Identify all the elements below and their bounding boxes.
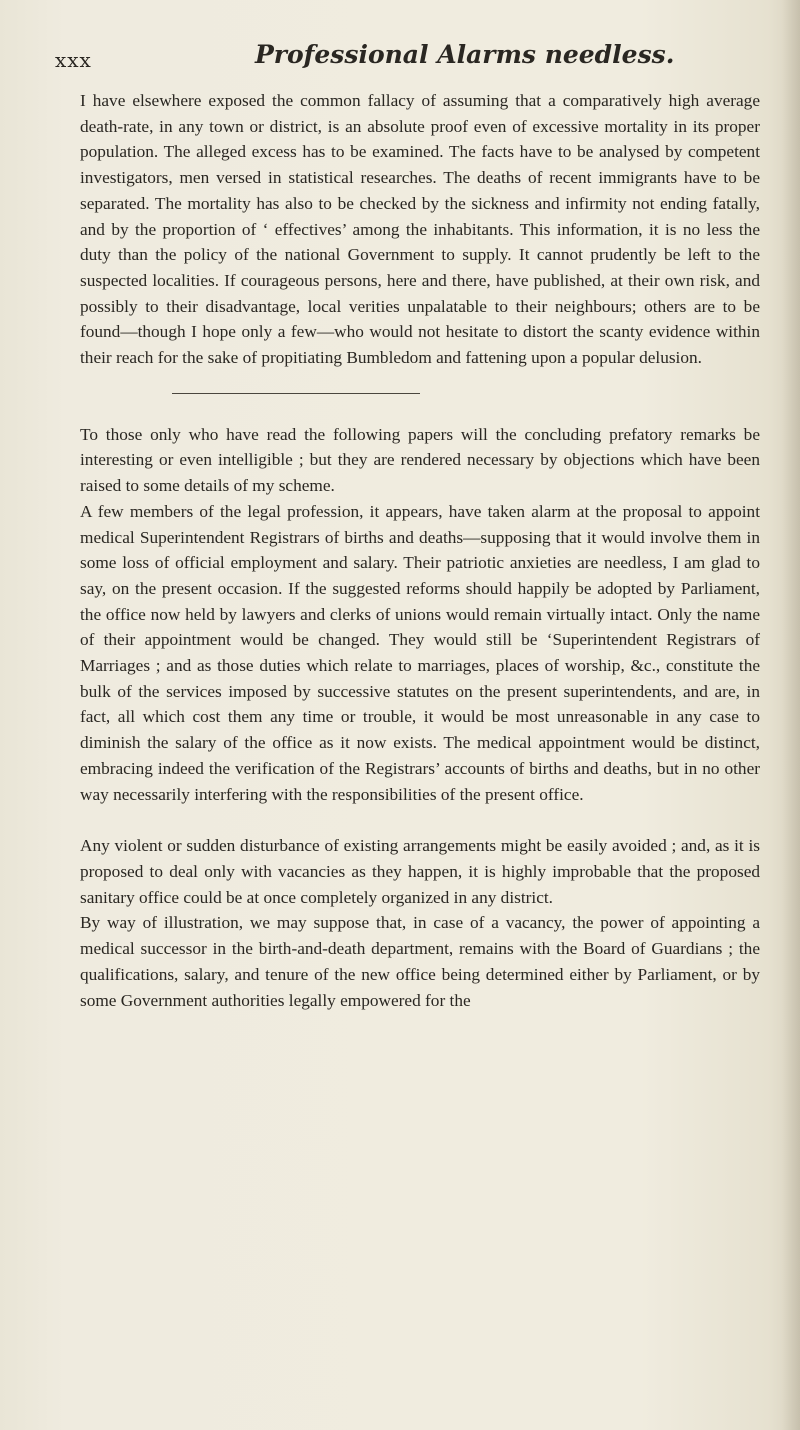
paragraph-prefatory: To those only who have read the following papers will the concluding prefatory remarks be interesting or even intelligible ; but they are rendered necessary by objections which have been raised to some details of my scheme.	[80, 424, 760, 496]
section-divider	[172, 393, 420, 394]
paragraph-disturbance: Any violent or sudden disturbance of existing arrangements might be easily avoided ; and, as it is proposed to deal only with vacancies as they happen, it is highly improbable that the proposed sanitary office could be at once completely organized in any district.	[80, 836, 760, 907]
running-head-title: Professional Alarms needless.	[255, 40, 675, 69]
paragraph-illustration: By way of illustration, we may suppose that, in case of a vacancy, the power of appointing a medical successor in the birth-and-death department, remains with the Board of Guardians ; the qualifications, salary, and tenure of the new office being determined either by Parliament, or by some Government authorities legally empowered for the	[80, 913, 760, 1010]
paragraph-legal-profession: A few members of the legal profession, it appears, have taken alarm at the proposal to appoint medical Superintendent Registrars of births and deaths—supposing that it would involve them in some loss of official employment and salary. Their patriotic anxieties are needless, I am glad to say, on the present occasion. If the suggested reforms should happily be adopted by Parliament, the office now held by lawyers and clerks of unions would remain virtually intact. Only the name of their appointment would be changed. They would still be ‘Superintendent Registrars of Marriages ; and as those duties which relate to marriages, places of worship, &c., constitute the bulk of the services imposed by successive statutes on the present superintendents, and are, in fact, all which cost them any time or trouble, it would be most unreasonable in any case to diminish the salary of the office as it now exists. The medical appointment would be distinct, embracing indeed the verification of the Registrars’ accounts of births and deaths, but in no other way necessarily interfering with the responsibilities of the present office.	[80, 501, 760, 804]
running-head	[55, 40, 745, 80]
paragraph-fallacy: I have elsewhere exposed the common fallacy of assuming that a comparatively high average death-rate, in any town or district, is an absolute proof even of excessive mortality in its proper population. The alleged excess has to be examined. The facts have to be analysed by competent investigators, men versed in statistical researches. The deaths of recent immigrants have to be separated. The mortality has also to be checked by the sickness and infirmity not ending fatally, and by the proportion of ‘ effectives’ among the inhabitants. This information, it is no less the duty than the policy of the national Government to supply. It cannot prudently be left to the suspected localities. If courageous persons, here and there, have published, at their own risk, and possibly to their disadvantage, local verities unpalatable to their neighbours; others are to be found—though I hope only a few—who would not hesitate to distort the scanty evidence within their reach for the sake of propitiating Bumbledom and fattening upon a popular delusion.	[80, 91, 760, 368]
page-edge-shadow	[782, 0, 800, 1430]
body-text	[80, 88, 760, 1013]
page-number: xxx	[55, 48, 92, 72]
paragraph-gap	[80, 807, 760, 833]
